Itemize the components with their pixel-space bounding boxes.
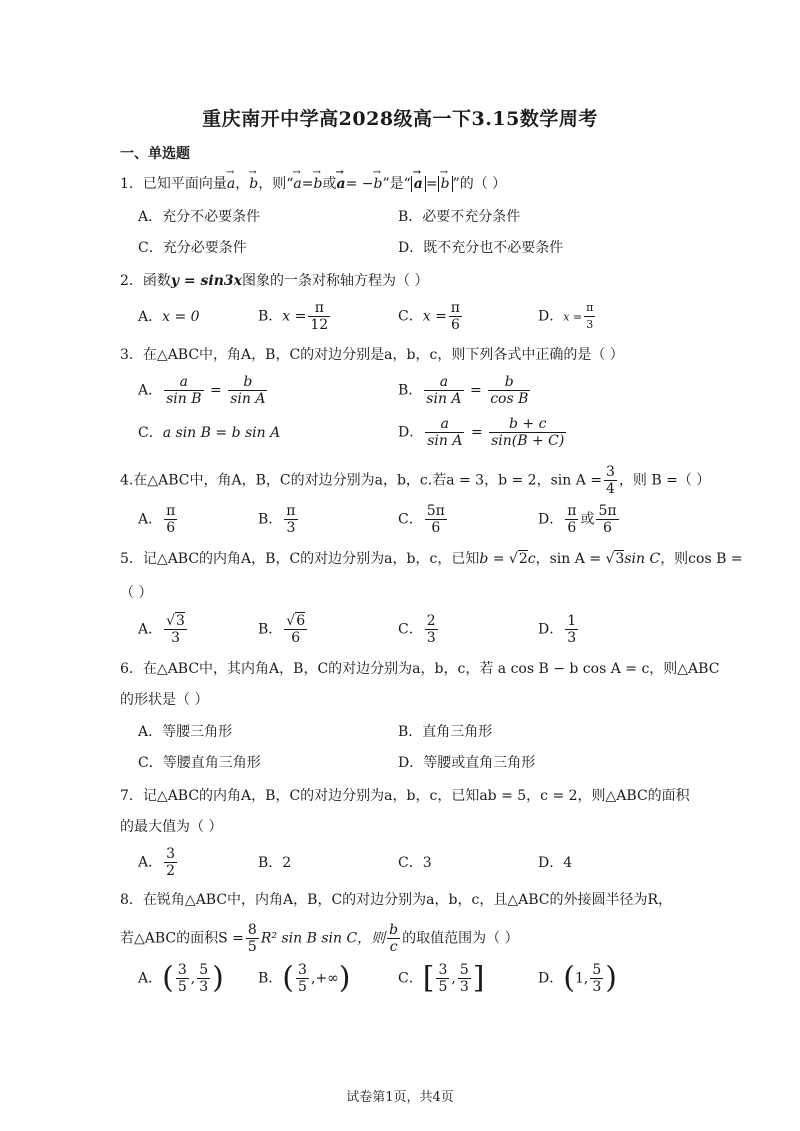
option-a[interactable]: A．( $\frac{3}{5}$ , $\frac{5}{3}$ ) bbox=[138, 960, 224, 996]
option-a[interactable]: A． $\frac{√3}{3}$ bbox=[138, 613, 185, 646]
option-d[interactable]: D．(1, $\frac{5}{3}$ ) bbox=[538, 960, 617, 996]
question-number: 5． bbox=[120, 551, 143, 567]
option-a[interactable]: A．充分不必要条件 bbox=[138, 209, 261, 225]
option-b[interactable]: B． $\frac{a}{\text{sin A}}$ = $\frac{b}{\text{cos B}}$ bbox=[398, 374, 529, 407]
option-a[interactable]: A． $\frac{a}{\text{sin B}}$ = $\frac{b}{\text{sin A}}$ bbox=[138, 374, 266, 407]
question-7: 7．记△ABC的内角A，B，C的对边分别为a，b，c，已知ab = 5，c = 2，则△ABC的面积 bbox=[120, 788, 690, 804]
question-5: 5．记△ABC的内角A，B，C的对边分别为a，b，c，已知b = √2c，sin A = √3sin C，则cos B = bbox=[120, 551, 743, 567]
page-footer: 试卷第1页，共4页 bbox=[346, 1090, 454, 1105]
option-d[interactable]: D． $\frac{1}{3}$ bbox=[538, 613, 577, 646]
option-b[interactable]: B．直角三角形 bbox=[398, 724, 493, 740]
option-b[interactable]: B．( $\frac{3}{5}$ ,+∞) bbox=[258, 960, 351, 996]
question-stem: 已知平面向量 bbox=[142, 176, 227, 192]
option-b[interactable]: B．必要不充分条件 bbox=[398, 209, 521, 225]
question-6-line2: 的形状是（ ） bbox=[120, 692, 209, 708]
question-number: 8． bbox=[120, 892, 143, 908]
option-c[interactable]: C． $\frac{2}{3}$ bbox=[398, 613, 436, 646]
question-1: 1．已知平面向量→ a，→ b，则“→ a=→ b或→ a= −→ b”是“→ a =→ b ”的（ ） bbox=[120, 174, 506, 194]
question-number: 3． bbox=[120, 347, 143, 363]
option-c[interactable]: C． $\frac{5\pi}{6}$ bbox=[398, 503, 445, 536]
option-c[interactable]: C．3 bbox=[398, 855, 432, 871]
question-number: 6． bbox=[120, 661, 143, 677]
option-d[interactable]: D．等腰或直角三角形 bbox=[398, 755, 536, 771]
question-4: 4.在△ABC中，角A，B，C的对边分别为a，b，c.若a = 3，b = 2，sin A = $\frac{3}{4}$ ，则 B =（ ） bbox=[120, 464, 711, 497]
option-b[interactable]: B． $\frac{\pi}{3}$ bbox=[258, 503, 296, 536]
option-b[interactable]: B．2 bbox=[258, 855, 292, 871]
question-6: 6．在△ABC中，其内角A，B，C的对边分别为a，b，c，若 a cos B − b cos A = c，则△ABC bbox=[120, 661, 720, 677]
option-d[interactable]: D． $\frac{a}{\text{sin A}}$ = $\frac{b + c}{\sin(B + C)}$ bbox=[398, 416, 565, 449]
option-d[interactable]: D． $\frac{\pi}{6}$ 或 $\frac{5\pi}{6}$ bbox=[538, 503, 617, 536]
question-8: 8．在锐角△ABC中，内角A，B，C的对边分别为a，b，c，且△ABC的外接圆半径为R， bbox=[120, 892, 672, 908]
option-a[interactable]: A． $\frac{\pi}{6}$ bbox=[138, 503, 176, 536]
option-c[interactable]: C．x = $\frac{\pi}{6}$ bbox=[398, 300, 460, 333]
option-a[interactable]: A．x = 0 bbox=[138, 309, 200, 325]
question-5-line2: （ ） bbox=[120, 585, 153, 601]
option-a[interactable]: A．等腰三角形 bbox=[138, 724, 233, 740]
option-d[interactable]: D．4 bbox=[538, 855, 573, 871]
question-7-line2: 的最大值为（ ） bbox=[120, 819, 223, 835]
question-number: 1． bbox=[120, 176, 143, 192]
exam-title: 重庆南开中学高2028级高一下3.15数学周考 bbox=[202, 108, 598, 130]
option-d[interactable]: D．既不充分也不必要条件 bbox=[398, 240, 564, 256]
vector-a: → a bbox=[227, 174, 235, 194]
question-number: 7． bbox=[120, 788, 143, 804]
vector-b: → b bbox=[249, 174, 258, 194]
function-expression: y = sin3x bbox=[170, 273, 243, 289]
section-heading: 一、单选题 bbox=[120, 146, 190, 162]
option-c[interactable]: C．等腰直角三角形 bbox=[138, 755, 261, 771]
option-c[interactable]: C．[ $\frac{3}{5}$ , $\frac{5}{3}$ ] bbox=[398, 960, 485, 996]
question-3: 3．在△ABC中，角A，B，C的对边分别是a，b，c，则下列各式中正确的是（ ） bbox=[120, 347, 624, 363]
question-number: 4. bbox=[120, 472, 134, 489]
option-b[interactable]: B． $\frac{√6}{6}$ bbox=[258, 613, 306, 646]
option-b[interactable]: B．x = $\frac{\pi}{12}$ bbox=[258, 300, 329, 333]
option-d[interactable]: D．x = $\frac{\pi}{3}$ bbox=[538, 301, 594, 331]
question-2: 2．函数y = sin3x图象的一条对称轴方程为（ ） bbox=[120, 273, 429, 289]
question-8-line2: 若△ABC的面积S = $\frac{8}{5}$ R² sin B sin C，则 $\frac{b}{c}$ 的取值范围为（ ） bbox=[120, 922, 519, 955]
option-c[interactable]: C．a sin B = b sin A bbox=[138, 425, 281, 441]
option-a[interactable]: A． $\frac{3}{2}$ bbox=[138, 846, 176, 879]
question-number: 2． bbox=[120, 273, 143, 289]
option-c[interactable]: C．充分必要条件 bbox=[138, 240, 247, 256]
